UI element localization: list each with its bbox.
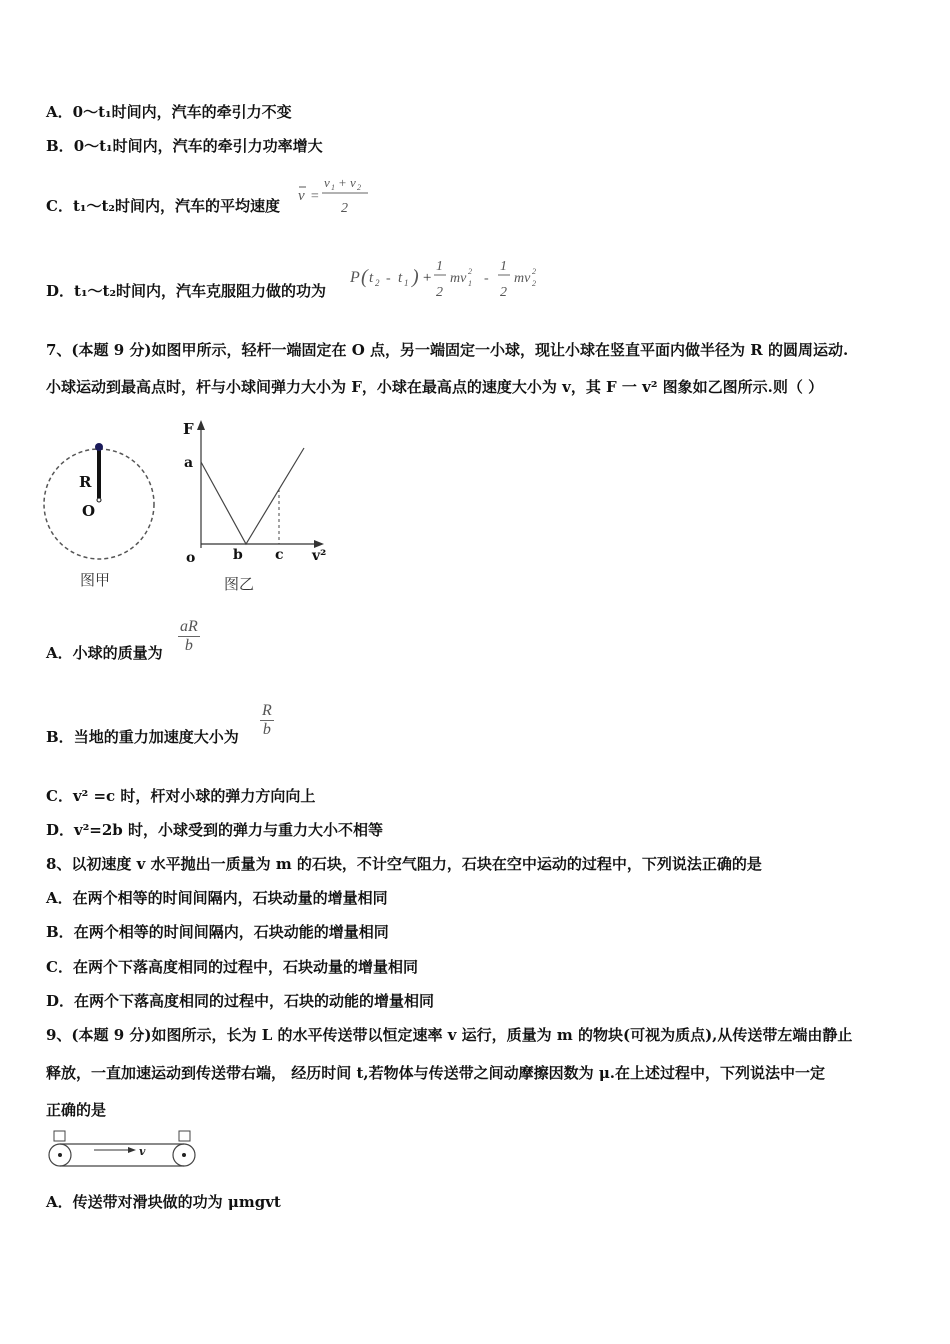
q7-option-b-fraction bbox=[260, 702, 274, 739]
q6-option-d-text: t₁～t₂时间内，汽车克服阻力做的功为 bbox=[74, 282, 327, 300]
svg-text:1: 1 bbox=[436, 259, 443, 274]
q9-stem-line-3: 正确的是 bbox=[46, 1101, 107, 1119]
svg-text:1: 1 bbox=[500, 259, 507, 274]
q7-option-b-text: 当地的重力加速度大小为 bbox=[73, 728, 239, 746]
svg-text:2: 2 bbox=[500, 285, 507, 300]
block-right-icon bbox=[179, 1131, 190, 1141]
label-v: v bbox=[139, 1145, 146, 1158]
q6-option-a: A．0～t₁时间内，汽车的牵引力不变 bbox=[46, 103, 292, 121]
q7-option-c-text: v² =c 时，杆对小球的弹力方向向上 bbox=[72, 787, 316, 805]
svg-text:=: = bbox=[310, 189, 320, 204]
pivot-point bbox=[97, 498, 101, 502]
svg-text:t: t bbox=[369, 270, 374, 286]
svg-text:v: v bbox=[324, 175, 330, 190]
q8-option-c-text: 在两个下落高度相同的过程中，石块动量的增量相同 bbox=[72, 958, 418, 976]
arrow-head-icon bbox=[128, 1147, 136, 1153]
q7-option-a: A．小球的质量为 bbox=[46, 644, 163, 662]
svg-text:t: t bbox=[398, 270, 403, 286]
svg-text:mv: mv bbox=[450, 271, 467, 286]
q8-option-a: A．在两个相等的时间间隔内，石块动量的增量相同 bbox=[46, 889, 388, 907]
label-o: O bbox=[82, 502, 96, 520]
q8-option-d: D．在两个下落高度相同的过程中，石块的动能的增量相同 bbox=[46, 992, 435, 1010]
fraction-numerator: aR bbox=[180, 618, 198, 635]
q6-option-c-formula bbox=[298, 174, 378, 221]
q6-option-b-text: 0～t₁时间内，汽车的牵引力功率增大 bbox=[73, 137, 323, 155]
svg-text:2: 2 bbox=[357, 183, 361, 192]
figure-yi-caption: 图乙 bbox=[224, 575, 255, 593]
svg-text:2: 2 bbox=[532, 267, 536, 276]
q8-stem: 8、以初速度 v 水平抛出一质量为 m 的石块，不计空气阻力，石块在空中运动的过程中，下列说法正确的是 bbox=[46, 855, 762, 873]
q9-stem-line-2: 释放，一直加速运动到传送带右端， 经历时间 t,若物体与传送带之间动摩擦因数为 μ.在上述过程中，下列说法中一定 bbox=[46, 1064, 826, 1082]
svg-text:1: 1 bbox=[331, 183, 335, 192]
fraction-numerator: R bbox=[262, 702, 272, 719]
svg-text:P: P bbox=[350, 269, 360, 286]
block-left-icon bbox=[54, 1131, 65, 1141]
q8-option-a-text: 在两个相等的时间间隔内，石块动量的增量相同 bbox=[72, 889, 388, 907]
q6-option-d: D．t₁～t₂时间内，汽车克服阻力做的功为 bbox=[46, 282, 327, 300]
q7-stem-line-2: 小球运动到最高点时，杆与小球间弹力大小为 F，小球在最高点的速度大小为 v，其 F 一 v² 图象如乙图所示.则（ ） bbox=[46, 378, 824, 396]
svg-text:2: 2 bbox=[532, 279, 536, 288]
svg-text:+: + bbox=[338, 175, 347, 190]
label-c: c bbox=[275, 547, 284, 563]
svg-text:2: 2 bbox=[468, 267, 472, 276]
q9-option-a: A．传送带对滑块做的功为 μmgvt bbox=[46, 1193, 281, 1211]
x-axis-arrow-icon bbox=[314, 540, 324, 548]
label-b: b bbox=[233, 547, 243, 563]
axis-label-v2: v² bbox=[312, 548, 327, 564]
q6-option-b: B．0～t₁时间内，汽车的牵引力功率增大 bbox=[46, 137, 323, 155]
label-origin: o bbox=[186, 550, 196, 566]
f-v2-line bbox=[201, 448, 304, 544]
q9-stem-line-1: 9、(本题 9 分)如图所示，长为 L 的水平传送带以恒定速率 v 运行，质量为 m 的物块(可视为质点),从传送带左端由静止 bbox=[46, 1026, 853, 1044]
q8-option-c: C．在两个下落高度相同的过程中，石块动量的增量相同 bbox=[46, 958, 418, 976]
figure-circle-diagram bbox=[40, 440, 165, 565]
q7-stem-line-1: 7、(本题 9 分)如图甲所示，轻杆一端固定在 O 点，另一端固定一小球，现让小球在竖直平面内做半径为 R 的圆周运动. bbox=[46, 341, 849, 359]
svg-text:v: v bbox=[350, 175, 356, 190]
q8-option-b-text: 在两个相等的时间间隔内，石块动能的增量相同 bbox=[73, 923, 389, 941]
fraction-denominator: b bbox=[262, 721, 271, 738]
svg-text:v: v bbox=[298, 188, 305, 204]
work-formula bbox=[350, 256, 550, 302]
figure-jia-caption: 图甲 bbox=[80, 571, 111, 589]
svg-text:(: ( bbox=[361, 266, 368, 288]
q6-option-d-formula bbox=[350, 256, 550, 307]
svg-text:2: 2 bbox=[436, 285, 443, 300]
q7-option-a-fraction bbox=[178, 618, 200, 655]
label-a: a bbox=[184, 455, 194, 471]
svg-text:mv: mv bbox=[514, 271, 531, 286]
svg-text:): ) bbox=[412, 266, 419, 288]
axis-label-f: F bbox=[183, 420, 194, 438]
svg-text:+: + bbox=[422, 270, 433, 286]
svg-text:2: 2 bbox=[375, 278, 380, 288]
q7-option-b: B．当地的重力加速度大小为 bbox=[46, 728, 239, 746]
q9-option-a-text: 传送带对滑块做的功为 μmgvt bbox=[72, 1193, 281, 1211]
ball bbox=[95, 443, 103, 451]
conveyor-belt-diagram bbox=[44, 1128, 200, 1172]
average-velocity-formula bbox=[298, 174, 378, 216]
q6-option-c: C．t₁～t₂时间内，汽车的平均速度 bbox=[46, 197, 280, 215]
figure-f-v2-graph bbox=[176, 418, 336, 568]
svg-text:1: 1 bbox=[404, 278, 409, 288]
svg-text:-: - bbox=[484, 271, 489, 286]
svg-text:2: 2 bbox=[341, 201, 348, 216]
q8-option-d-text: 在两个下落高度相同的过程中，石块的动能的增量相同 bbox=[74, 992, 435, 1010]
label-r: R bbox=[79, 473, 92, 491]
q7-option-d: D．v²=2b 时，小球受到的弹力与重力大小不相等 bbox=[46, 821, 384, 839]
q6-option-a-text: 0～t₁时间内，汽车的牵引力不变 bbox=[72, 103, 292, 121]
q8-option-b: B．在两个相等的时间间隔内，石块动能的增量相同 bbox=[46, 923, 389, 941]
q7-option-a-text: 小球的质量为 bbox=[72, 644, 163, 662]
fraction-denominator: b bbox=[184, 637, 193, 654]
q6-option-c-text: t₁～t₂时间内，汽车的平均速度 bbox=[72, 197, 280, 215]
svg-text:-: - bbox=[386, 271, 391, 286]
svg-text:1: 1 bbox=[468, 279, 472, 288]
y-axis-arrow-icon bbox=[197, 420, 205, 430]
q7-option-c: C．v² =c 时，杆对小球的弹力方向向上 bbox=[46, 787, 316, 805]
q7-option-d-text: v²=2b 时，小球受到的弹力与重力大小不相等 bbox=[74, 821, 384, 839]
